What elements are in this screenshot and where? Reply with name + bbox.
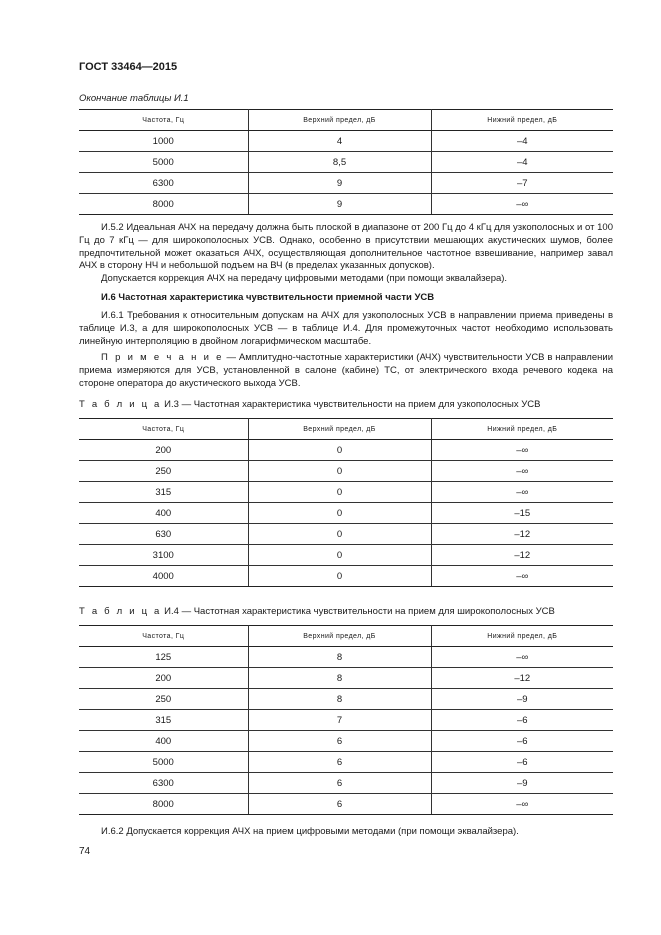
column-header-lower-limit: Нижний предел, дБ	[431, 626, 613, 647]
cell-upper: 0	[248, 545, 431, 566]
section-heading-i6: И.6 Частотная характеристика чувствительности приемной части УСВ	[101, 292, 435, 303]
cell-lower: –∞	[431, 461, 613, 482]
cell-upper: 8	[248, 647, 431, 668]
table-i3-caption-text: И.3 — Частотная характеристика чувствительности на прием для узкополосных УСВ	[161, 399, 541, 410]
cell-frequency: 3100	[79, 545, 248, 566]
cell-lower: –∞	[431, 194, 613, 215]
paragraph-i52: И.5.2 Идеальная АЧХ на передачу должна быть плоской в диапазоне от 200 Гц до 4 кГц для узкополосных и от 100 Гц до 7 кГц — для широкополосных УСВ. Однако, особенно в присутствии мешающих акустических шумов, более предпочтительной может оказаться АЧХ, осуществляющая дополнительное частотное взвешивание, например завал АЧХ в сторону НЧ и небольшой подъем на ВЧ (в пределах указанных допусков).	[79, 222, 613, 272]
table-row	[79, 461, 613, 482]
cell-upper: 0	[248, 524, 431, 545]
cell-frequency: 5000	[79, 752, 248, 773]
column-header-frequency: Частота, Гц	[79, 626, 248, 647]
table-row	[79, 731, 613, 752]
column-header-upper-limit: Верхний предел, дБ	[248, 110, 431, 131]
cell-lower: –4	[431, 152, 613, 173]
cell-frequency: 8000	[79, 194, 248, 215]
table-i4	[79, 625, 613, 815]
paragraph-i62: И.6.2 Допускается коррекция АЧХ на прием цифровыми методами (при помощи эквалайзера).	[101, 826, 519, 837]
table-row	[79, 173, 613, 194]
cell-lower: –∞	[431, 482, 613, 503]
table-i3-caption-label: Т а б л и ц а	[79, 399, 162, 410]
document-header: ГОСТ 33464—2015	[79, 61, 178, 73]
table-row	[79, 794, 613, 815]
paragraph-i61: И.6.1 Требования к относительным допускам на АЧХ для узкополосных УСВ в направлении приема приведены в таблице И.3, а для широкополосных УСВ — в таблице И.4. Для промежуточных частот необходимо использовать линейную интерполяцию в двойном логарифмическом масштабе.	[79, 310, 613, 347]
table-row	[79, 566, 613, 587]
cell-lower: –6	[431, 710, 613, 731]
cell-lower: –∞	[431, 566, 613, 587]
cell-upper: 6	[248, 773, 431, 794]
cell-frequency: 200	[79, 668, 248, 689]
table-row	[79, 482, 613, 503]
cell-frequency: 6300	[79, 773, 248, 794]
table-row	[79, 503, 613, 524]
cell-lower: –4	[431, 131, 613, 152]
cell-frequency: 400	[79, 503, 248, 524]
cell-frequency: 6300	[79, 173, 248, 194]
cell-lower: –∞	[431, 647, 613, 668]
note-text: — Амплитудно-частотные характеристики (АЧХ) чувствительности УСВ в направлении приема измеряются для УСВ, установленной в салоне (кабине) ТС, от электрического входа речевого кодека на стороне оператора до акустического выхода УСВ.	[79, 352, 613, 389]
table-i1	[79, 109, 613, 215]
cell-upper: 0	[248, 482, 431, 503]
cell-frequency: 8000	[79, 794, 248, 815]
cell-upper: 0	[248, 461, 431, 482]
cell-frequency: 4000	[79, 566, 248, 587]
cell-frequency: 250	[79, 461, 248, 482]
table-i1-caption: Окончание таблицы И.1	[79, 93, 189, 104]
table-header-row	[79, 110, 613, 131]
table-i3	[79, 418, 613, 587]
note-label: П р и м е ч а н и е	[101, 352, 224, 363]
cell-lower: –7	[431, 173, 613, 194]
table-i4-caption	[79, 605, 555, 618]
cell-lower: –∞	[431, 794, 613, 815]
table-header-row	[79, 419, 613, 440]
paragraph-i52-correction: Допускается коррекция АЧХ на передачу цифровыми методами (при помощи эквалайзера).	[101, 273, 508, 284]
page-number: 74	[79, 846, 91, 857]
cell-lower: –12	[431, 545, 613, 566]
cell-lower: –12	[431, 668, 613, 689]
cell-frequency: 400	[79, 731, 248, 752]
table-row	[79, 689, 613, 710]
column-header-lower-limit: Нижний предел, дБ	[431, 110, 613, 131]
table-row	[79, 440, 613, 461]
cell-lower: –6	[431, 731, 613, 752]
column-header-lower-limit: Нижний предел, дБ	[431, 419, 613, 440]
cell-upper: 4	[248, 131, 431, 152]
table-row	[79, 524, 613, 545]
table-i3-caption	[79, 398, 541, 411]
cell-lower: –∞	[431, 440, 613, 461]
column-header-frequency: Частота, Гц	[79, 110, 248, 131]
column-header-upper-limit: Верхний предел, дБ	[248, 626, 431, 647]
table-row	[79, 710, 613, 731]
table-row	[79, 647, 613, 668]
column-header-frequency: Частота, Гц	[79, 419, 248, 440]
cell-lower: –12	[431, 524, 613, 545]
cell-upper: 9	[248, 194, 431, 215]
table-i4-caption-text: И.4 — Частотная характеристика чувствительности на прием для широкополосных УСВ	[161, 606, 555, 617]
cell-upper: 6	[248, 752, 431, 773]
cell-frequency: 315	[79, 710, 248, 731]
table-row	[79, 668, 613, 689]
cell-upper: 0	[248, 566, 431, 587]
cell-lower: –15	[431, 503, 613, 524]
cell-frequency: 5000	[79, 152, 248, 173]
cell-frequency: 630	[79, 524, 248, 545]
table-row	[79, 545, 613, 566]
cell-upper: 9	[248, 173, 431, 194]
cell-upper: 6	[248, 794, 431, 815]
cell-upper: 6	[248, 731, 431, 752]
column-header-upper-limit: Верхний предел, дБ	[248, 419, 431, 440]
table-row	[79, 131, 613, 152]
cell-upper: 8	[248, 668, 431, 689]
cell-upper: 0	[248, 503, 431, 524]
cell-frequency: 200	[79, 440, 248, 461]
table-row	[79, 152, 613, 173]
table-row	[79, 773, 613, 794]
table-row	[79, 194, 613, 215]
cell-upper: 8	[248, 689, 431, 710]
cell-frequency: 1000	[79, 131, 248, 152]
table-header-row	[79, 626, 613, 647]
cell-upper: 7	[248, 710, 431, 731]
cell-upper: 0	[248, 440, 431, 461]
cell-upper: 8,5	[248, 152, 431, 173]
table-row	[79, 752, 613, 773]
cell-lower: –6	[431, 752, 613, 773]
cell-frequency: 315	[79, 482, 248, 503]
cell-frequency: 125	[79, 647, 248, 668]
cell-lower: –9	[431, 773, 613, 794]
cell-frequency: 250	[79, 689, 248, 710]
table-i4-caption-label: Т а б л и ц а	[79, 606, 162, 617]
cell-lower: –9	[431, 689, 613, 710]
note-paragraph	[79, 352, 613, 390]
